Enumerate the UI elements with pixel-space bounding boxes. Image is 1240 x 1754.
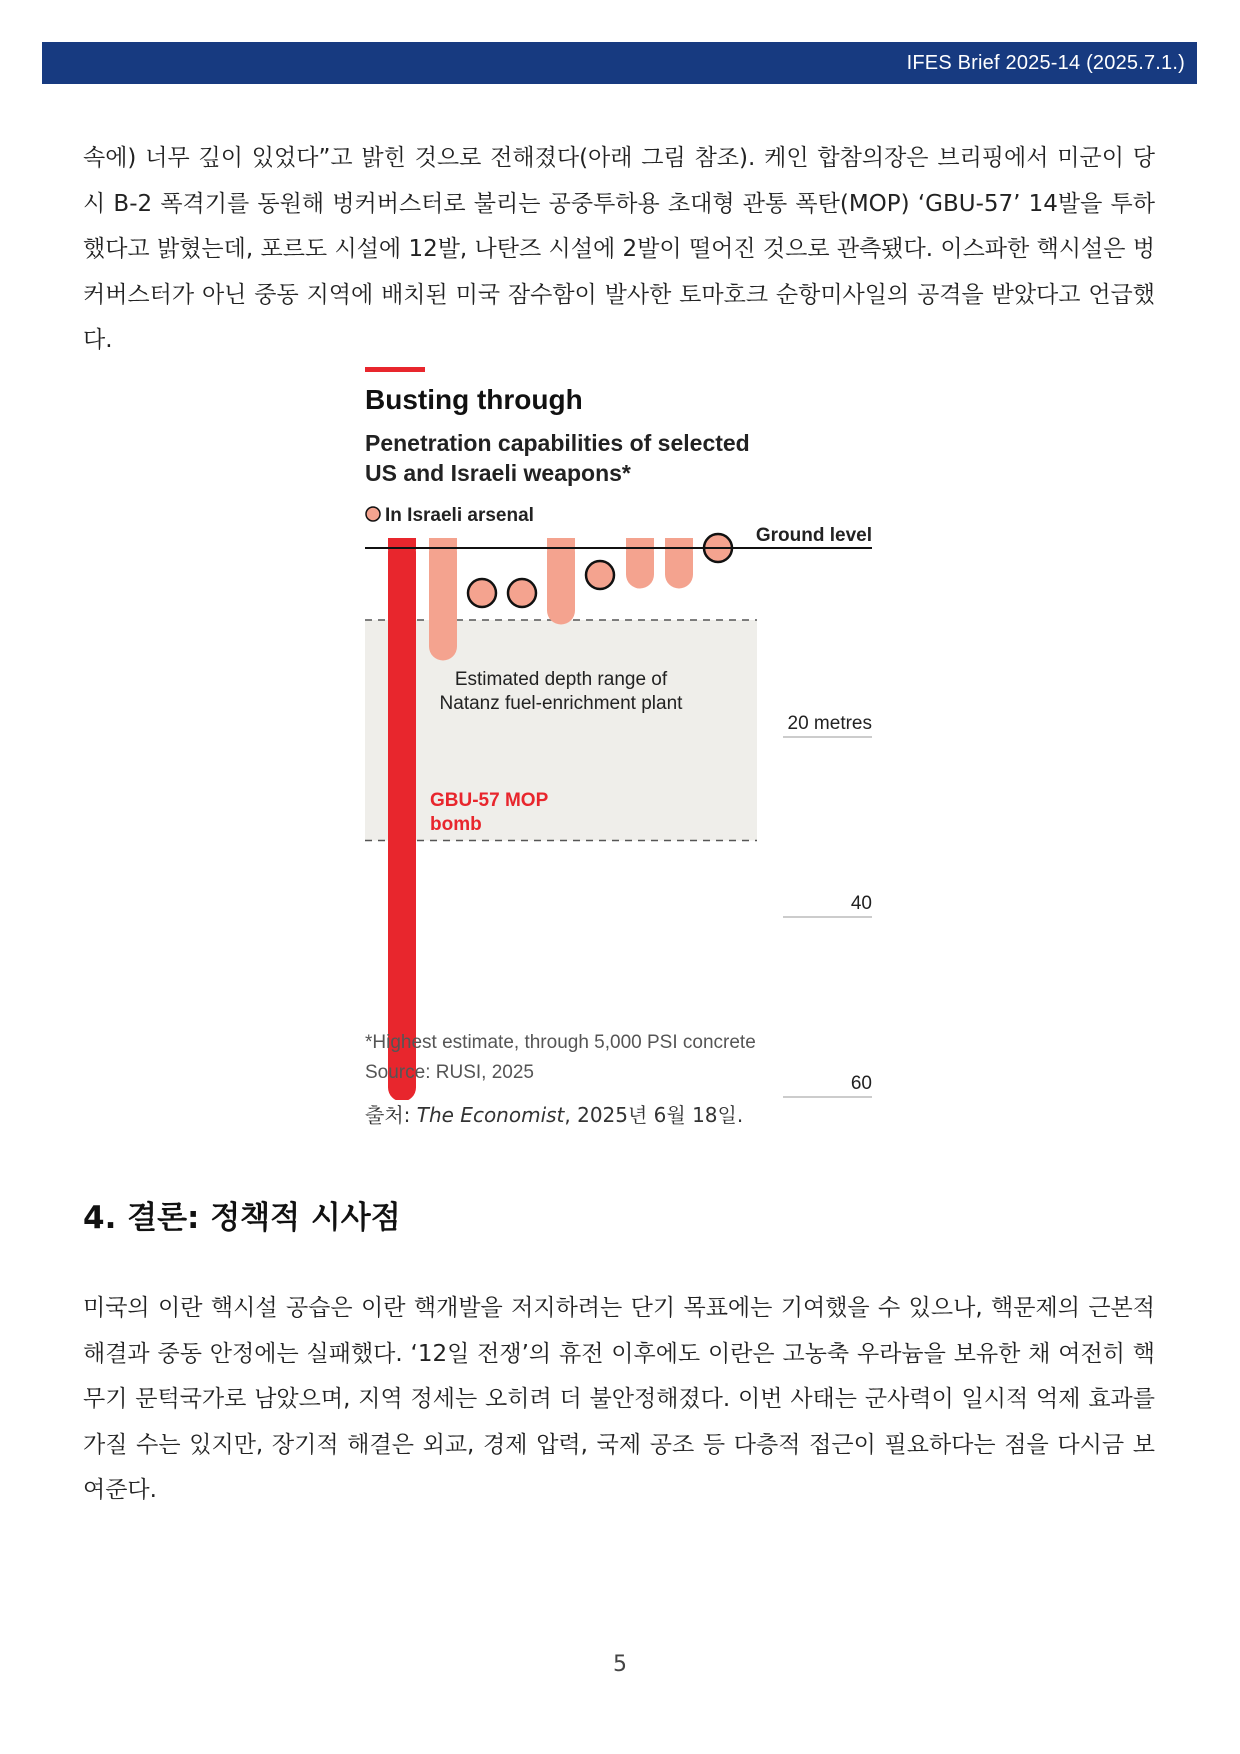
legend-label: In Israeli arsenal	[385, 505, 534, 526]
header-title: IFES Brief 2025-14 (2025.7.1.)	[906, 52, 1185, 74]
zone-natanz-label-2: Natanz fuel-enrichment plant	[439, 693, 683, 714]
page-number: 5	[613, 1652, 627, 1677]
title-accent-bar	[365, 367, 425, 372]
y-tick-label-20: 20 metres	[787, 713, 872, 734]
zone-natanz	[365, 620, 757, 841]
chart-source: Source: RUSI, 2025	[365, 1062, 534, 1083]
zone-natanz-label-1: Estimated depth range of	[454, 669, 668, 690]
legend-marker	[366, 507, 380, 521]
credit-source: The Economist	[416, 1103, 565, 1127]
credit-prefix: 출처:	[365, 1103, 417, 1127]
bar-label-line-2: bomb	[430, 814, 482, 835]
chart-subtitle-line-1: Penetration capabilities of selected	[365, 430, 750, 456]
weapon-marker-6	[586, 561, 614, 589]
weapon-marker-4	[508, 579, 536, 607]
conclusion-paragraph: 미국의 이란 핵시설 공습은 이란 핵개발을 저지하려는 단기 목표에는 기여했을 수 있으나, 핵문제의 근본적 해결과 중동 안정에는 실패했다. ‘12일 전쟁’의 휴전 이후에도 이란은 고농축 우라늄을 보유한 채 여전히 핵무기 문턱국가로 남았으며, 지역 정세는 오히려 더 불안정해졌다. 이번 사태는 군사력이 일시적 억제 효과를 가질 수는 있지만, 장기적 해결은 외교, 경제 압력, 국제 공조 등 다층적 접근이 필요하다는 점을 다시금 보여준다.	[83, 1295, 1155, 1503]
intro-paragraph: 속에) 너무 깊이 있었다”고 밝힌 것으로 전해졌다(아래 그림 참조). 케인 합참의장은 브리핑에서 미군이 당시 B-2 폭격기를 동원해 벙커버스터로 불리는 공중투하용 초대형 관통 폭탄(MOP) ‘GBU-57’ 14발을 투하했다고 밝혔는데, 포르도 시설에 12발, 나탄즈 시설에 2발이 떨어진 것으로 관측됐다. 이스파한 핵시설은 벙커버스터가 아닌 중동 지역에 배치된 미국 잠수함이 발사한 토마호크 순항미사일의 공격을 받았다고 언급했다.	[83, 145, 1155, 353]
bar-label-line-1: GBU-57 MOP	[430, 790, 549, 811]
credit-suffix: , 2025년 6월 18일.	[564, 1103, 744, 1127]
ground-level-label: Ground level	[755, 525, 872, 546]
weapon-bar-1	[388, 538, 416, 1100]
weapon-bar-2	[429, 538, 457, 661]
y-tick-label-60: 60	[850, 1073, 872, 1094]
chart-footnote: *Highest estimate, through 5,000 PSI concrete	[365, 1032, 756, 1053]
y-tick-label-40: 40	[850, 893, 872, 914]
weapon-marker-3	[468, 579, 496, 607]
figure-credit	[365, 1099, 743, 1128]
chart-subtitle-line-2: US and Israeli weapons*	[365, 460, 631, 486]
chart-title: Busting through	[365, 384, 583, 415]
section-heading: 4. 결론: 정책적 시사점	[83, 1200, 401, 1236]
weapon-bar-5	[547, 538, 575, 625]
